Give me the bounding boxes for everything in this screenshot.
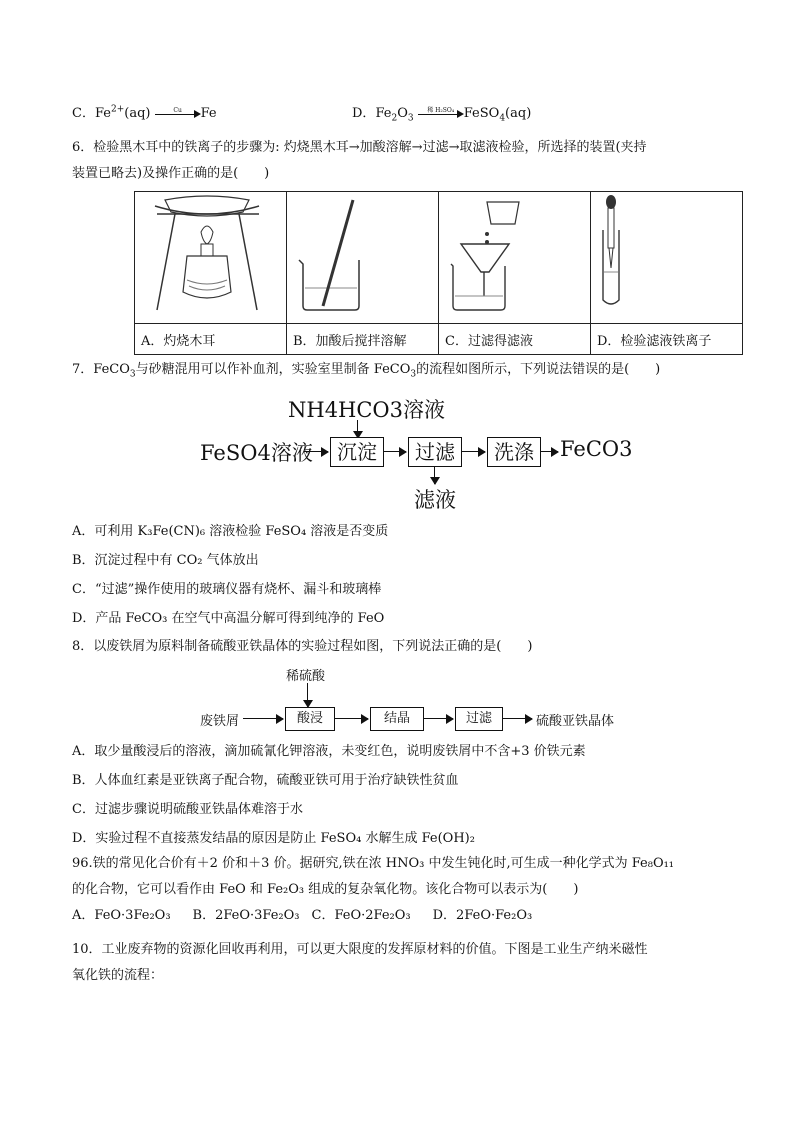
- q5-option-c: C．$Fe^{2+}(aq)$ Cu Fe: [72, 104, 217, 121]
- q7-option-a: A．可利用 K₃Fe(CN)₆ 溶液检验 FeSO₄ 溶液是否变质: [72, 524, 389, 539]
- funnel-filter-icon: [439, 192, 584, 319]
- q9-stem-line2: 的化合物，它可以看作由 FeO 和 Fe₂O₃ 组成的复杂氧化物。该化合物可以表示为( ): [72, 882, 579, 897]
- q7-option-d: D．产品 FeCO₃ 在空气中高温分解可得到纯净的 FeO: [72, 611, 385, 626]
- flow-arrow: [243, 718, 283, 719]
- q8-stem: 8．以废铁屑为原料制备硫酸亚铁晶体的实验过程如图，下列说法正确的是( ): [72, 639, 533, 654]
- q7-option-c: C．“过滤”操作使用的玻璃仪器有烧杯、漏斗和玻璃棒: [72, 582, 382, 597]
- q6-stem-line1: 6．检验黑木耳中的铁离子的步骤为: 灼烧黑木耳→加酸溶解→过滤→取滤液检验，所选择的装置(夹持: [72, 140, 647, 155]
- caption-c: C．过滤得滤液: [439, 324, 591, 355]
- q10-stem-line1: 10．工业废弃物的资源化回收再利用，可以更大限度的发挥原材料的价值。下图是工业生产纳米磁性: [72, 942, 648, 957]
- q9-option-a: A．FeO·3Fe₂O₃: [72, 908, 171, 923]
- flow-top-reagent: 稀硫酸: [286, 669, 326, 684]
- flow-box-acid-leach: 酸浸: [285, 707, 335, 731]
- q8-option-a: A．取少量酸浸后的溶液，滴加硫氰化钾溶液，未变红色，说明废铁屑中不含+3 价铁元素: [72, 744, 586, 759]
- flow-box-wash: 洗涤: [487, 437, 541, 467]
- q8-option-b: B．人体血红素是亚铁离子配合物，硫酸亚铁可用于治疗缺铁性贫血: [72, 773, 459, 788]
- flow-box-filter: 过滤: [455, 707, 503, 731]
- apparatus-test-image: [591, 192, 743, 324]
- q8-option-d: D．实验过程不直接蒸发结晶的原因是防止 FeSO₄ 水解生成 Fe(OH)₂: [72, 831, 475, 846]
- flow-start: FeSO4溶液: [200, 441, 313, 465]
- apparatus-filter-image: [439, 192, 591, 324]
- flow-arrow: [540, 451, 558, 452]
- q7-stem: 7．FeCO$_3$与砂糖混用可以作补血剂，实验室里制备 FeCO$_3$的流程如图所示，下列说法错误的是( ): [72, 362, 661, 380]
- apparatus-burning-image: [135, 192, 287, 324]
- flow-arrow: [383, 451, 406, 452]
- flow-end: 硫酸亚铁晶体: [536, 714, 615, 729]
- caption-a: A．灼烧木耳: [135, 324, 287, 355]
- reaction-arrow: Cu: [155, 108, 201, 120]
- caption-d: D．检验滤液铁离子: [591, 324, 743, 355]
- q6-stem-line2: 装置已略去)及操作正确的是( ): [72, 166, 270, 181]
- q8-option-c: C．过滤步骤说明硫酸亚铁晶体难溶于水: [72, 802, 303, 817]
- flow-top-reagent: NH4HCO3溶液: [288, 398, 446, 422]
- flow-bottom: 滤液: [414, 488, 456, 512]
- flow-down-arrow: [357, 420, 358, 438]
- flow-down-arrow: [434, 466, 435, 484]
- q9-option-b: B．2FeO·3Fe₂O₃: [192, 908, 300, 923]
- q5-option-d: D．$Fe_2O_3$ 稀 H₂SO₄ FeSO$_4$(aq): [352, 106, 532, 124]
- flow-start: 废铁屑: [200, 714, 240, 729]
- q9-options: [72, 906, 532, 926]
- q10-stem-line2: 氧化铁的流程：: [72, 968, 164, 983]
- flow-box-precipitate: 沉淀: [330, 437, 384, 467]
- dropper-test-tube-icon: [591, 192, 736, 319]
- flow-box-filter: 过滤: [408, 437, 462, 467]
- flow-arrow: [334, 718, 368, 719]
- alcohol-lamp-tripod-icon: [135, 192, 280, 319]
- apparatus-table: [134, 191, 743, 355]
- flow-arrow: [304, 451, 328, 452]
- q9-option-c: C．FeO·2Fe₂O₃: [311, 908, 411, 923]
- flow-down-arrow: [307, 683, 308, 707]
- flow-arrow: [461, 451, 485, 452]
- q7-option-b: B．沉淀过程中有 CO₂ 气体放出: [72, 553, 259, 568]
- apparatus-stirring-image: [287, 192, 439, 324]
- flow-arrow: [423, 718, 453, 719]
- beaker-glass-rod-icon: [287, 192, 432, 319]
- q9-stem-line1: 96.铁的常见化合价有＋2 价和＋3 价。据研究,铁在浓 HNO₃ 中发生钝化时,可生成一种化学式为 Fe₈O₁₁: [72, 856, 675, 871]
- flow-box-crystallize: 结晶: [370, 707, 424, 731]
- flow-arrow: [502, 718, 532, 719]
- caption-b: B．加酸后搅拌溶解: [287, 324, 439, 355]
- q9-option-d: D．2FeO·Fe₂O₃: [432, 908, 533, 923]
- flow-end: FeCO3: [560, 437, 633, 461]
- reaction-arrow: 稀 H₂SO₄: [418, 108, 464, 120]
